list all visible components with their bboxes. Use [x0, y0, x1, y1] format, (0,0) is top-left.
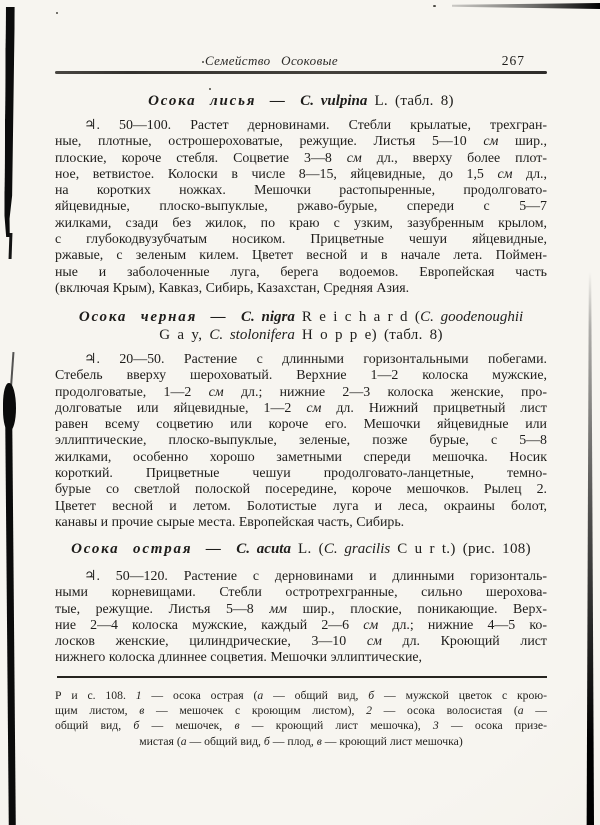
scan-artifact-left-bar-bottom: [5, 420, 16, 825]
text-line: Р и с. 108. 1 — осока острая (а — общий вид, б — мужской цветок с крою-: [55, 689, 547, 702]
scan-speck: [209, 88, 211, 90]
text-line: ♃. 50—100. Растет дерновинами. Стебли крылатые, трехгран-: [84, 118, 547, 133]
text-line: плоские, короче стебля. Соцветие 3—8 см дл., вверху более плот-: [55, 150, 547, 166]
heading-line: [55, 92, 547, 110]
text-line: ♃. 50—120. Растение с дерновинами и длинными горизонталь-: [84, 569, 547, 584]
heading-text: L. (табл. 8): [367, 93, 454, 109]
species-name-latin: C. vulpina: [300, 93, 368, 109]
running-head: [55, 53, 547, 69]
text-line: ние 2—4 колоска мужские, каждый 2—6 см дл.; нижние 4—5 ко-: [55, 617, 547, 633]
text-line: (включая Крым), Кавказ, Сибирь, Казахстан, Средняя Азия.: [55, 280, 410, 296]
scan-artifact-right-bar: [586, 272, 594, 825]
text-line: долговатые или яйцевидные, 1—2 см дл. Нижний прицветный лист: [55, 400, 547, 416]
text-line: яйцевидные, плоско-выпуклые, ржаво-бурые, спереди с 5—7: [55, 199, 547, 215]
text-line: ные, плотные, острошероховатые, режущие. Листья 5—10 см шир.,: [55, 134, 547, 150]
species-name-russian: Осока лисья —: [148, 93, 301, 109]
text-line: тые, режущие. Листья 5—8 мм шир., плоские, поникающие. Верх-: [55, 601, 547, 617]
text-line: канавы и прочие сырые места. Европейская часть, Сибирь.: [55, 514, 405, 530]
species-name-latin: C. nigra: [241, 309, 295, 325]
species-synonym-latin: C. goodenoughii: [420, 309, 524, 325]
species-heading: [55, 92, 547, 110]
running-title: Семейство Осоковые: [205, 53, 338, 68]
species-synonym-latin: C. stolonifera: [209, 327, 295, 343]
species-name-latin: C. acuta: [236, 541, 291, 557]
figure-caption: [55, 688, 547, 749]
scan-artifact-left-bar-top: [4, 7, 15, 237]
species-name-russian: Осока черная —: [78, 309, 242, 325]
text-line: эллиптические, плоско-выпуклые, зеленые, позже бурые, с 5—8: [55, 433, 547, 449]
text-line: ные и заболоченные луга, берега водоемов. Европейская часть: [55, 264, 547, 280]
species-name-russian: Осока острая —: [71, 541, 237, 557]
heading-line: [55, 540, 547, 558]
heading-text: R e i c h a r d (: [294, 309, 421, 325]
text-line: нижнего колоска длиннее соцветия. Мешочки эллиптические,: [55, 650, 423, 666]
header-rule: [55, 71, 547, 74]
text-line: жилками, особенно хорошо заметными спереди мешочка. Носик: [55, 449, 547, 465]
text-line: продолговатые, 1—2 см дл.; нижние 2—3 колоска женские, про-: [55, 384, 547, 400]
text-line: на коротких ножках. Мешочки растопыренные, продолговато-: [55, 183, 547, 199]
text-line: щим листом, в — мешочек с кроющим листом), 2 — осока волосистая (а —: [55, 704, 547, 718]
scan-speck: [56, 12, 58, 14]
heading-text: C u r t.) (рис. 108): [390, 541, 531, 557]
text-line: Стебель вверху шероховатый. Верхние 1—2 колоска мужские,: [55, 368, 547, 384]
footnote-rule: [57, 676, 547, 678]
text-line: ♃. 20—50. Растение с длинными горизонтальными побегами.: [84, 352, 547, 367]
text-line: равен всему соцветию или короче его. Мешочки яйцевидные или: [55, 417, 547, 433]
text-line: ржавые, с зеленым килем. Цветет весной и в начале лета. Поймен-: [55, 248, 547, 264]
text-line: жилками, сзади без жилок, по краю с узким, зазубренным крылом,: [55, 215, 547, 231]
text-line: ными корневищами. Стебли остротрехгранные, сильно шерохова-: [55, 585, 547, 601]
species-description: [55, 352, 547, 531]
text-line: мистая (а — общий вид, б — плод, в — кроющий лист мешочка): [139, 734, 463, 748]
text-line: с глубокодвузубчатым носиком. Прицветные чешуи яйцевидные,: [55, 232, 547, 248]
species-description: [55, 118, 547, 297]
heading-line: [55, 326, 547, 344]
scan-speck: [433, 5, 436, 7]
heading-line: [55, 308, 547, 326]
species-heading: [55, 540, 547, 558]
heading-text: L. (: [290, 541, 324, 557]
scan-artifact-top-line: [452, 3, 600, 9]
text-line: Цветет весной и летом. Болотистые луга и леса, окраины болот,: [55, 498, 547, 514]
species-heading: [55, 308, 547, 344]
species-synonym-latin: C. gracilis: [323, 541, 391, 557]
text-line: короткий. Прицветные чешуи продолговато-ланцетные, темно-: [55, 466, 547, 482]
page-number: 267: [501, 53, 525, 68]
heading-text: G a y,: [159, 327, 210, 343]
text-line: ное, ветвистое. Колоски в числе 8—15, яйцевидные, до 1,5 см дл.,: [55, 166, 547, 182]
heading-text: H o p p e) (табл. 8): [294, 327, 443, 343]
text-line: бурые со светлой полоской посередине, короче мешочков. Рылец 2.: [55, 482, 547, 498]
scan-artifact-left-bar-tail: [9, 233, 13, 259]
text-line: общий вид, б — мешочек, в — кроющий лист мешочка), 3 — осока призе-: [55, 719, 547, 733]
text-line: лосков женские, цилиндрические, 3—10 см дл. Кроющий лист: [55, 634, 547, 650]
species-description: [55, 569, 547, 667]
